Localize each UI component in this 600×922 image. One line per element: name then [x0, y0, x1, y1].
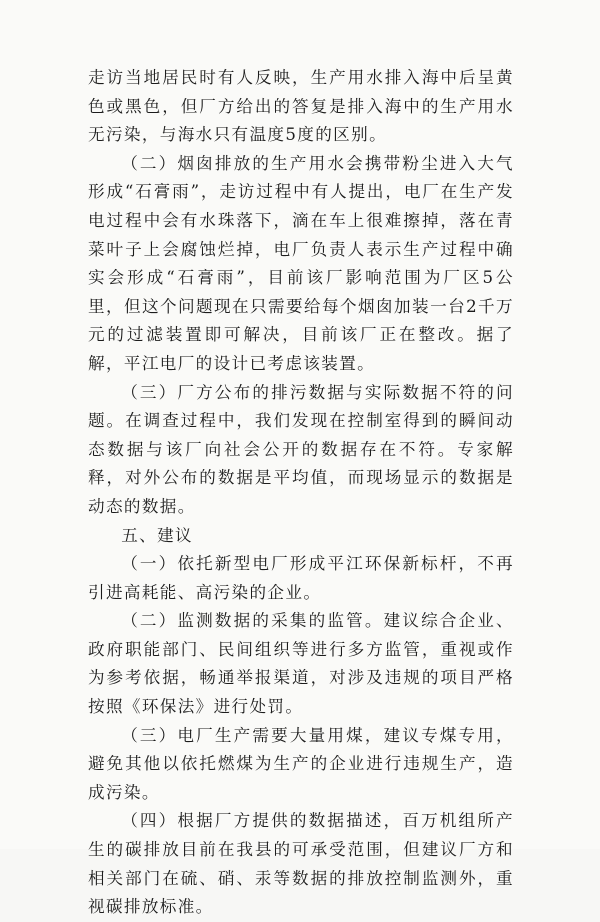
suggestion-item-3: （三）电厂生产需要大量用煤，建议专煤专用，避免其他以依托燃煤为生产的企业进行违规生产，造成污染。: [88, 725, 514, 802]
paragraph-emission-data-mismatch: （三）厂方公布的排污数据与实际数据不符的问题。在调查过程中，我们发现在控制室得到的瞬间动态数据与该厂向社会公开的数据存在不符。专家解释，对外公布的数据是平均值，而现场显示的数据是动态的数据。: [88, 382, 514, 516]
paragraph-gypsum-rain: （二）烟囱排放的生产用水会携带粉尘进入大气形成“石膏雨”，走访过程中有人提出，电厂在生产发电过程中会有水珠落下，滴在车上很难擦掉，落在青菜叶子上会腐蚀烂掉，电厂负责人表示生产过程中确实会形成“石膏雨”，目前该厂影响范围为厂区5公里，但这个问题现在只需要给每个烟囱加装一台2千万元的过滤装置即可解决，目前该厂正在整改。据了解，平江电厂的设计已考虑该装置。: [88, 153, 514, 373]
suggestion-item-2: （二）监测数据的采集的监管。建议综合企业、政府职能部门、民间组织等进行多方监管，重视或作为参考依据，畅通举报渠道，对涉及违规的项目严格按照《环保法》进行处罚。: [88, 611, 514, 717]
suggestion-item-1: （一）依托新型电厂形成平江环保新标杆，不再引进高耗能、高污染的企业。: [88, 554, 514, 602]
section-heading-suggestions: 五、建议: [121, 525, 193, 545]
paragraph-continued-findings: 走访当地居民时有人反映，生产用水排入海中后呈黄色或黑色，但厂方给出的答复是排入海中的生产用水无污染，与海水只有温度5度的区别。: [88, 68, 514, 145]
suggestion-item-4: （四）根据厂方提供的数据描述，百万机组所产生的碳排放目前在我县的可承受范围，但建议厂方和相关部门在硫、硝、汞等数据的排放控制监测外，重视碳排放标准。: [88, 811, 514, 917]
